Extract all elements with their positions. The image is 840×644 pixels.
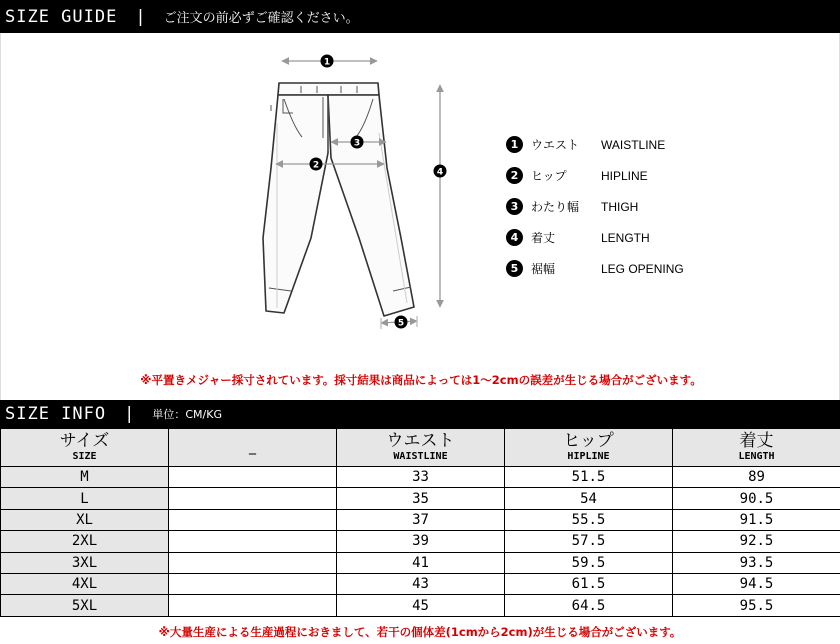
table-row	[1, 467, 840, 488]
header-size: サイズ SIZE	[1, 429, 169, 467]
size-info-header	[0, 400, 840, 428]
size-cell: M	[1, 467, 169, 488]
size-info-title: SIZE INFO	[5, 404, 107, 424]
legend-label-ja: わたり幅	[531, 200, 580, 214]
waist-cell: 41	[337, 552, 505, 573]
blank-cell	[169, 531, 337, 552]
size-table	[0, 428, 840, 617]
measurement-legend	[506, 129, 684, 284]
header-length: 着丈 LENGTH	[673, 429, 840, 467]
size-cell: 5XL	[1, 595, 169, 616]
legend-label-ja: 裾幅	[531, 262, 556, 276]
blank-cell	[169, 552, 337, 573]
header-blank: _	[169, 429, 337, 467]
waist-cell: 39	[337, 531, 505, 552]
size-info-separator: |	[124, 404, 135, 424]
size-guide-header	[0, 0, 840, 33]
legend-label-ja: 着丈	[531, 231, 556, 245]
marker-5-label: 5	[397, 318, 405, 329]
legend-item-leg-opening	[506, 253, 684, 284]
legend-label-en: LENGTH	[601, 230, 650, 245]
blank-cell	[169, 595, 337, 616]
legend-number-icon: 2	[506, 167, 523, 184]
marker-1-icon	[321, 55, 334, 68]
size-cell: 3XL	[1, 552, 169, 573]
table-header-row	[1, 429, 840, 467]
header-hipline: ヒップ HIPLINE	[505, 429, 673, 467]
table-row	[1, 595, 840, 616]
hip-cell: 59.5	[505, 552, 673, 573]
waist-cell: 43	[337, 573, 505, 594]
header-waistline: ウエスト WAISTLINE	[337, 429, 505, 467]
waist-cell: 35	[337, 488, 505, 509]
legend-number-icon: 5	[506, 260, 523, 277]
hip-cell: 57.5	[505, 531, 673, 552]
pants-diagram	[1, 33, 521, 343]
size-cell: 2XL	[1, 531, 169, 552]
pants-outline	[263, 83, 414, 316]
marker-5-icon	[395, 316, 408, 329]
size-guide-area	[0, 33, 840, 400]
table-row	[1, 531, 840, 552]
blank-cell	[169, 488, 337, 509]
legend-label-ja: ヒップ	[531, 169, 567, 183]
legend-item-waistline	[506, 129, 684, 160]
marker-2-label: 2	[312, 160, 320, 171]
length-cell: 92.5	[673, 531, 840, 552]
blank-cell	[169, 573, 337, 594]
size-cell: L	[1, 488, 169, 509]
size-guide-note: ご注文の前必ずご確認ください。	[163, 11, 359, 26]
hip-cell: 55.5	[505, 509, 673, 530]
marker-1-label: 1	[323, 57, 331, 68]
legend-label-en: LEG OPENING	[601, 261, 684, 276]
marker-2-icon	[310, 158, 323, 171]
waist-cell: 37	[337, 509, 505, 530]
hip-cell: 54	[505, 488, 673, 509]
table-row	[1, 509, 840, 530]
waist-cell: 45	[337, 595, 505, 616]
legend-number-icon: 1	[506, 136, 523, 153]
marker-3-label: 3	[353, 138, 361, 149]
legend-number-icon: 3	[506, 198, 523, 215]
marker-4-label: 4	[436, 167, 444, 178]
legend-label-en: THIGH	[601, 199, 639, 214]
length-cell: 91.5	[673, 509, 840, 530]
marker-4-icon	[434, 165, 447, 178]
table-row	[1, 488, 840, 509]
legend-item-thigh	[506, 191, 684, 222]
length-cell: 90.5	[673, 488, 840, 509]
marker-3-icon	[351, 136, 364, 149]
legend-item-hipline	[506, 160, 684, 191]
length-cell: 94.5	[673, 573, 840, 594]
hip-cell: 64.5	[505, 595, 673, 616]
legend-label-en: WAISTLINE	[601, 137, 666, 152]
hip-cell: 61.5	[505, 573, 673, 594]
size-info-unit: 単位：CM/KG	[152, 408, 222, 421]
size-guide-separator: |	[135, 6, 146, 27]
waist-cell: 33	[337, 467, 505, 488]
measurement-note: ※平置きメジャー採寸されています。採寸結果は商品によっては1～2cmの誤差が生じる場合がございます。	[140, 373, 702, 387]
size-cell: 4XL	[1, 573, 169, 594]
legend-label-ja: ウエスト	[531, 138, 580, 152]
length-cell: 89	[673, 467, 840, 488]
size-guide-title: SIZE GUIDE	[5, 6, 118, 27]
legend-item-length	[506, 222, 684, 253]
table-row	[1, 552, 840, 573]
legend-label-en: HIPLINE	[601, 168, 648, 183]
blank-cell	[169, 509, 337, 530]
blank-cell	[169, 467, 337, 488]
table-row	[1, 573, 840, 594]
size-cell: XL	[1, 509, 169, 530]
production-note: ※大量生産による生産過程におきまして、若干の個体差(1cmから2cm)が生じる場合がございます。	[158, 625, 682, 639]
legend-number-icon: 4	[506, 229, 523, 246]
length-cell: 95.5	[673, 595, 840, 616]
length-cell: 93.5	[673, 552, 840, 573]
hip-cell: 51.5	[505, 467, 673, 488]
